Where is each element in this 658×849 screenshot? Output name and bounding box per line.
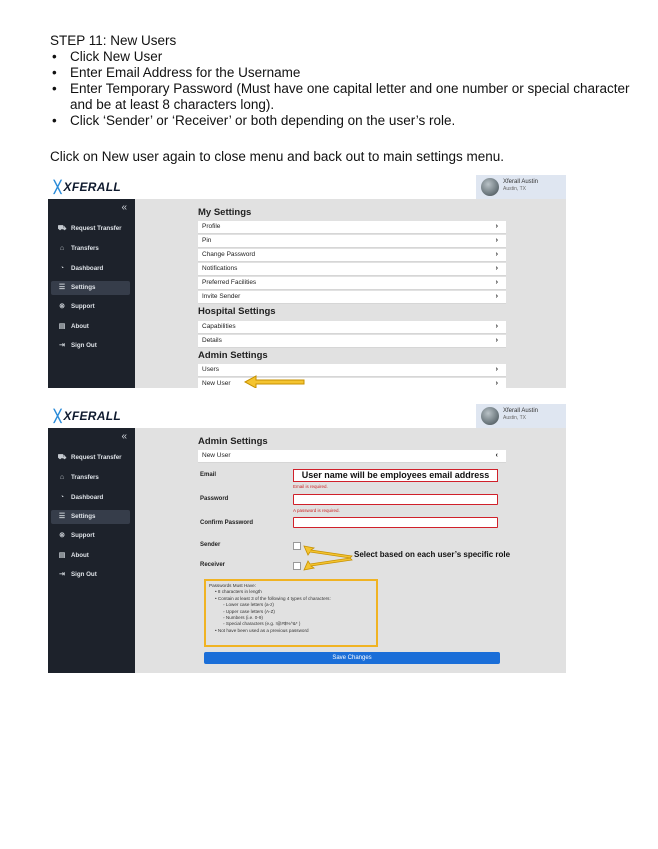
avatar (481, 178, 499, 196)
arrow-left-icon (244, 375, 306, 388)
settings-row-preferred-facilities[interactable]: Preferred Facilities › (198, 277, 506, 290)
sidebar-item-settings[interactable]: ☰ Settings (51, 510, 130, 524)
chevron-right-icon: › (495, 323, 498, 330)
new-user-screenshot (48, 404, 566, 673)
user-location: Austin, TX (503, 415, 526, 421)
password-rules-title: Passwords Must Have: (209, 583, 256, 588)
ambulance-icon: ⛟ (57, 225, 67, 232)
password-requirements (204, 579, 378, 647)
chevron-right-icon: › (495, 223, 498, 230)
chevron-right-icon: › (495, 366, 498, 373)
settings-row-invite-sender[interactable]: Invite Sender › (198, 291, 506, 304)
settings-row-notifications[interactable]: Notifications › (198, 263, 506, 276)
password-label: Password (200, 496, 229, 502)
chevron-right-icon: › (495, 337, 498, 344)
email-error: Email is required. (293, 484, 328, 489)
user-location: Austin, TX (503, 186, 526, 192)
chevron-right-icon: › (495, 251, 498, 258)
settings-row-capabilities[interactable]: Capabilities › (198, 321, 506, 334)
logo-icon: ╳ (54, 180, 62, 194)
chevron-left-icon: ‹ (495, 452, 498, 459)
sign-out-icon: ⇥ (59, 342, 65, 349)
email-callout: User name will be employees email address (301, 470, 490, 480)
top-bar (48, 175, 566, 199)
sidebar (48, 428, 135, 673)
hospital-icon: ⌂ (59, 245, 65, 252)
password-rule: ◦ Special characters (e.g. !@#$%^&* ) (223, 621, 301, 627)
sidebar-item-settings[interactable]: ☰ Settings (51, 281, 130, 295)
instruction-item: • Click ‘Sender’ or ‘Receiver’ or both depending on the user’s role. (50, 113, 630, 129)
sidebar-item-request-transfer[interactable]: ⛟ Request Transfer (51, 222, 130, 236)
sidebar-item-request-transfer[interactable]: ⛟ Request Transfer (51, 451, 130, 465)
password-rule: • Not have been used as a previous password (215, 627, 309, 633)
sidebar (48, 199, 135, 388)
user-menu[interactable] (476, 404, 566, 428)
section-title-my-settings: My Settings (198, 207, 252, 218)
chevron-right-icon: › (495, 293, 498, 300)
user-name: Xferall Austin (503, 408, 539, 414)
password-rule: ◦ Numbers (i.e. 0-9) (223, 615, 263, 621)
password-rule: • 8 characters in length (215, 589, 262, 595)
sidebar-item-sign-out[interactable]: ⇥ Sign Out (51, 339, 130, 353)
document-icon: ▤ (58, 323, 66, 330)
sidebar-item-support[interactable]: ⊗ Support (51, 529, 130, 543)
dashboard-icon: ◔ (59, 265, 65, 272)
logo-icon: ╳ (54, 409, 62, 423)
settings-screenshot (48, 175, 566, 388)
email-label: Email (200, 472, 217, 478)
password-rule: ◦ Upper case letters (A-Z) (223, 608, 275, 614)
sender-checkbox[interactable] (293, 542, 301, 550)
sliders-icon: ☰ (58, 284, 66, 291)
collapse-sidebar-icon[interactable]: « (121, 202, 127, 213)
sidebar-item-transfers[interactable]: ⌂ Transfers (51, 471, 130, 485)
arrow-pointer-icon (302, 544, 354, 572)
role-callout: Select based on each user’s specific role (354, 550, 511, 559)
xferall-logo[interactable]: ╳ XFERALL (54, 409, 121, 423)
sidebar-item-dashboard[interactable]: ◔ Dashboard (51, 491, 130, 505)
document-icon: ▤ (58, 552, 66, 559)
confirm-password-field[interactable] (293, 517, 498, 528)
settings-row-new-user[interactable]: New User ‹ (198, 450, 506, 463)
collapse-sidebar-icon[interactable]: « (121, 431, 127, 442)
email-field[interactable] (293, 469, 498, 482)
sidebar-item-transfers[interactable]: ⌂ Transfers (51, 242, 130, 256)
section-title-admin-settings: Admin Settings (198, 350, 268, 361)
ambulance-icon: ⛟ (57, 454, 67, 461)
instruction-item: • Click New User (50, 49, 630, 65)
sidebar-item-sign-out[interactable]: ⇥ Sign Out (51, 568, 130, 582)
password-rule: ◦ Lower case letters (a-z) (223, 602, 274, 608)
save-changes-button[interactable]: Save Changes (204, 652, 500, 664)
settings-row-pin[interactable]: Pin › (198, 235, 506, 248)
sidebar-item-about[interactable]: ▤ About (51, 320, 130, 334)
section-title-hospital-settings: Hospital Settings (198, 306, 276, 317)
top-bar (48, 404, 566, 428)
receiver-label: Receiver (200, 562, 226, 568)
chevron-right-icon: › (495, 237, 498, 244)
settings-row-details[interactable]: Details › (198, 335, 506, 348)
password-error: A password is required. (293, 508, 340, 513)
settings-row-change-password[interactable]: Change Password › (198, 249, 506, 262)
confirm-password-label: Confirm Password (200, 520, 254, 526)
dashboard-icon: ◔ (59, 494, 65, 501)
password-field[interactable] (293, 494, 498, 505)
instruction-item: • Enter Email Address for the Username (50, 65, 630, 81)
lifebuoy-icon: ⊗ (59, 532, 65, 539)
settings-row-profile[interactable]: Profile › (198, 221, 506, 234)
settings-row-new-user[interactable]: New User › (198, 378, 506, 388)
hospital-icon: ⌂ (59, 474, 65, 481)
avatar (481, 407, 499, 425)
instruction-item: • Enter Temporary Password (Must have one capital letter and one number or special character and be at least 8 characters long). (50, 81, 630, 113)
user-name: Xferall Austin (503, 179, 539, 185)
chevron-right-icon: › (495, 279, 498, 286)
password-rule: • Contain at least 3 of the following 4 types of characters: (215, 595, 331, 601)
sidebar-item-about[interactable]: ▤ About (51, 549, 130, 563)
sidebar-item-dashboard[interactable]: ◔ Dashboard (51, 262, 130, 276)
sender-label: Sender (200, 542, 221, 548)
settings-row-users[interactable]: Users › (198, 364, 506, 377)
instruction-list (50, 49, 630, 129)
lifebuoy-icon: ⊗ (59, 303, 65, 310)
step-title: STEP 11: New Users (50, 33, 177, 48)
xferall-logo[interactable]: ╳ XFERALL (54, 180, 121, 194)
user-menu[interactable] (476, 175, 566, 199)
closing-note: Click on New user again to close menu and back out to main settings menu. (50, 149, 504, 164)
chevron-right-icon: › (495, 265, 498, 272)
sidebar-item-support[interactable]: ⊗ Support (51, 300, 130, 314)
receiver-checkbox[interactable] (293, 562, 301, 570)
chevron-right-icon: › (495, 380, 498, 387)
sign-out-icon: ⇥ (59, 571, 65, 578)
sliders-icon: ☰ (58, 513, 66, 520)
section-title-admin-settings: Admin Settings (198, 436, 268, 447)
